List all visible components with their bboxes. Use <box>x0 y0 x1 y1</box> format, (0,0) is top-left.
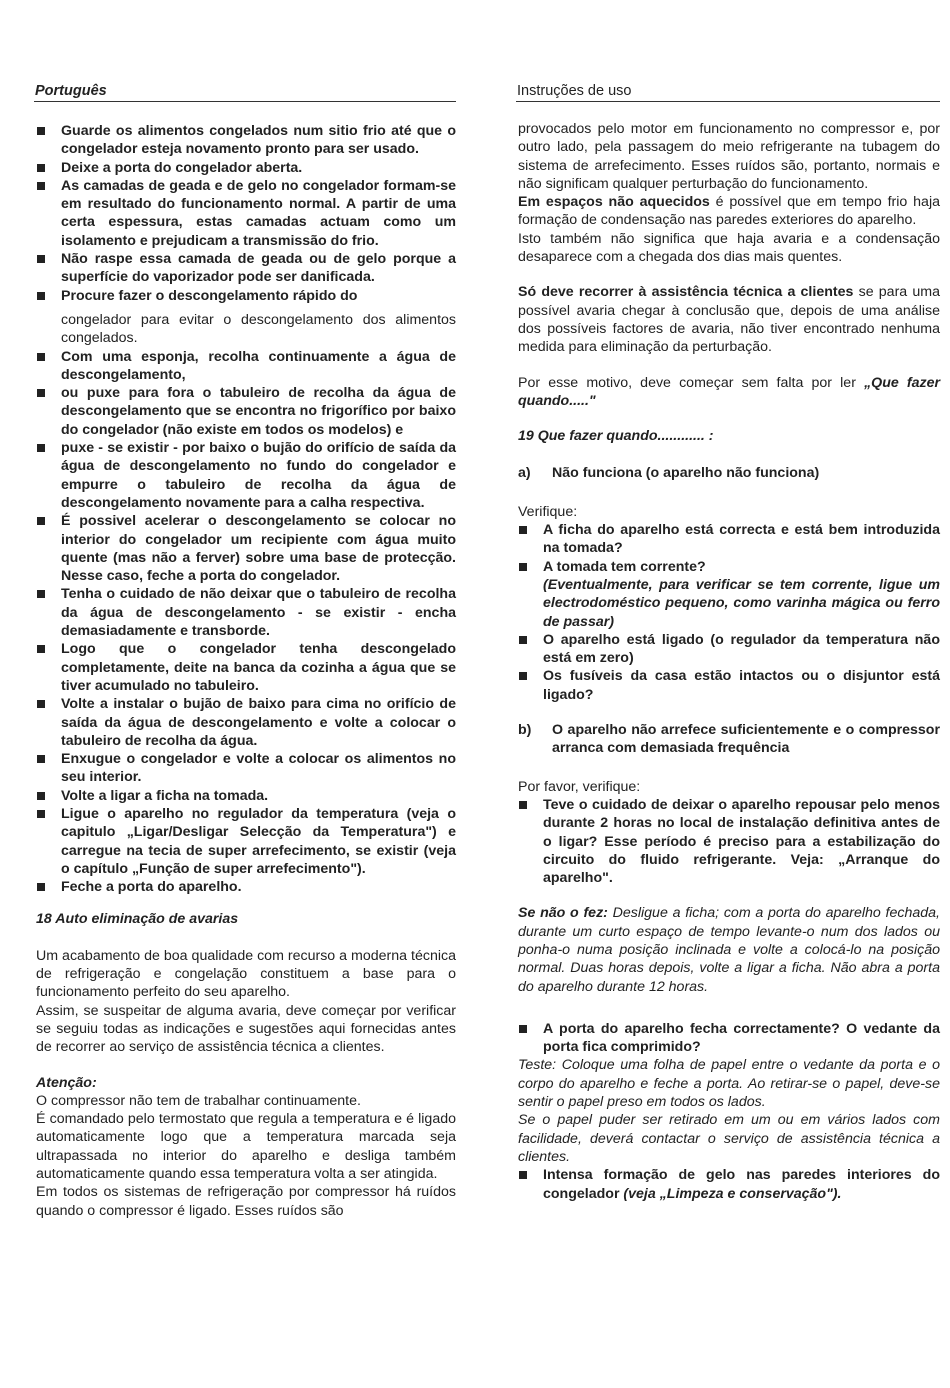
subsection-text: Não funciona (o aparelho não funciona) <box>552 465 820 482</box>
list-item <box>518 1166 940 1203</box>
paragraph-text: Desligue a ficha; com a porta do aparelho fechada, durante um curto espaço de tempo levante-o num dos lados ou ponha-o numa posição inclinada e volte a colocá-lo na posição normal. Duas horas depois, volte a ligar a ficha. Não abra a porta do aparelho durante 12 horas. <box>518 905 940 995</box>
list-item: puxe - se existir - por baixo o bujão do orifício de saída da água de descongelamento no fundo do congelador e empurre o tabuleiro de recolha da água de descongelamento novamente para a calha respectiva. <box>36 439 456 512</box>
verify-label: Verifique: <box>518 503 578 520</box>
list-item: Volte a instalar o bujão de baixo para cima no orifício de saída da água de descongelamento e volte a colocar o tabuleiro de recolha da água. <box>36 695 456 750</box>
bold-lead: Só deve recorrer à assistência técnica a clientes <box>518 284 854 301</box>
paragraph <box>518 193 940 230</box>
paragraph-text: se para uma possível avaria chegar à conclusão que, depois de uma análise dos possíveis factores de avaria, não tiver encontrado nenhuma medida para eliminação da perturbação. <box>518 284 941 356</box>
list-item: Procure fazer o descongelamento rápido do <box>36 287 456 305</box>
section-header: Instruções de uso <box>517 83 632 99</box>
right-column <box>518 120 940 1203</box>
subsection-label: a) <box>518 465 531 482</box>
list-item: Guarde os alimentos congelados num sitio frio até que o congelador esteja novamento pronto para ser usado. <box>36 122 456 159</box>
list-item-text: A tomada tem corrente? <box>543 558 706 575</box>
paragraph: Um acabamento de boa qualidade com recurso a moderna técnica de refrigeração e congelação constituem a base para o funcionamento perfeito do seu aparelho. <box>36 947 456 1001</box>
paragraph-text: Por esse motivo, deve começar sem falta por ler <box>518 374 865 391</box>
list-item-text: Intensa formação de gelo nas paredes interiores do congelador <box>543 1167 940 1202</box>
list-item-note: (Eventualmente, para verificar se tem corrente, ligue um electrodoméstico pequeno, como varinha mágica ou ferro de passar) <box>543 576 940 630</box>
header-rule-left <box>34 101 456 102</box>
list-item: Logo que o congelador tenha descongelado completamente, deite na banca da cozinha a água que se tiver acumulado no tabuleiro. <box>36 640 456 695</box>
reference-title: „Que fazer quando....." <box>518 374 941 409</box>
paragraph: Assim, se suspeitar de alguma avaria, deve começar por verificar se seguiu todas as indicações e sugestões aqui fornecidas antes de recorrer ao serviço de assistência técnica a clientes. <box>36 1002 456 1056</box>
checklist-b <box>518 796 940 887</box>
attention-title: Atenção: <box>36 1074 97 1091</box>
bold-lead: Em espaços não aquecidos <box>518 194 710 211</box>
left-column <box>36 122 456 1220</box>
list-item: Não raspe essa camada de geada ou de gelo porque a superfície do vaporizador pode ser danificada. <box>36 250 456 287</box>
paragraph: Se o papel puder ser retirado em um ou em vários lados com facilidade, deverá contactar o serviço de assistência técnica a clientes. <box>518 1112 940 1165</box>
list-item: Ligue o aparelho no regulador da temperatura (veja o capitulo „Ligar/Desligar Selecção da Temperatura") e carregue na tecia de super arrefecimento, se existir (veja o capítulo „Função de super arrefecimento"). <box>36 805 456 878</box>
defrost-steps-list <box>36 122 456 305</box>
list-item: Teve o cuidado de deixar o aparelho repousar pelo menos durante 2 horas no local de instalação definitiva antes de o ligar? Esse período é preciso para a estabilização do circuito do fluido refrigerante. Veja: „Arranque do aparelho". <box>518 796 940 887</box>
list-item: Com uma esponja, recolha continuamente a água de descongelamento, <box>36 348 456 385</box>
subsection-text: O aparelho não arrefece suficientemente e o compressor arranca com demasiada frequência <box>552 722 940 757</box>
paragraph <box>518 904 940 995</box>
list-item: Tenha o cuidado de não deixar que o tabuleiro de recolha da água de descongelamento - se existir - encha demasiadamente e transborde. <box>36 585 456 640</box>
verify-label: Por favor, verifique: <box>518 778 641 795</box>
list-item: Volte a ligar a ficha na tomada. <box>36 787 456 805</box>
list-item: ou puxe para fora o tabuleiro de recolha da água de descongelamento que se encontra no frigorífico por baixo do congelador (não existe em todos os modelos) e <box>36 384 456 439</box>
list-item: Feche a porta do aparelho. <box>36 878 456 896</box>
list-item: Deixe a porta do congelador aberta. <box>36 159 456 177</box>
checklist-d <box>518 1166 940 1203</box>
list-item: Enxugue o congelador e volte a colocar os alimentos no seu interior. <box>36 750 456 787</box>
subsection-b-title <box>518 721 940 758</box>
paragraph <box>518 374 940 411</box>
list-item: A ficha do aparelho está correcta e está bem introduzida na tomada? <box>518 521 940 558</box>
section-18-title: 18 Auto eliminação de avarias <box>36 911 239 928</box>
paragraph: Isto também não significa que haja avaria e a condensação desaparece com a chegada dos dias mais quentes. <box>518 230 940 266</box>
list-item: Os fusíveis da casa estão intactos ou o disjuntor está ligado? <box>518 667 940 704</box>
header-rule-right <box>516 101 940 102</box>
paragraph: O compressor não tem de trabalhar continuamente. <box>36 1092 361 1109</box>
paragraph: provocados pelo motor em funcionamento no compressor e, por outro lado, pela passagem do meio refrigerante na tubagem do sistema de arrefecimento. Esses ruídos são, portanto, normais e não significam qualquer perturbação do funcionamento. <box>518 121 940 192</box>
paragraph: É comandado pelo termostato que regula a temperatura e é ligado automaticamente logo que a temperatura marcada seja ultrapassada no interior do aparelho e desliga também automaticamente quando essa temperatura volta a ser atingida. <box>36 1111 456 1183</box>
bold-lead: Se não o fez: <box>518 905 608 922</box>
list-item: É possivel acelerar o descongelamento se colocar no interior do congelador um recipiente com água muito quente (mas não a ferver) sobre uma base de protecção. Nesse caso, feche a porta do congelador. <box>36 512 456 585</box>
paragraph-text: é possível que em tempo frio haja formação de condensação nas paredes exteriores do aparelho. <box>518 194 940 229</box>
paragraph <box>518 283 940 356</box>
checklist-a <box>518 521 940 704</box>
section-19-title: 19 Que fazer quando............ : <box>518 428 714 445</box>
list-item <box>518 558 940 631</box>
list-item: As camadas de geada e de gelo no congelador formam-se em resultado do funcionamento normal. A partir de uma certa espessura, estas camadas actuam como um isolamento e prejudicam a transmissão do frio. <box>36 177 456 250</box>
paragraph: Teste: Coloque uma folha de papel entre o vedante da porta e o corpo do aparelho e feche a porta. Ao retirar-se o papel, deve-se sentir o papel preso em todos os lados. <box>518 1057 940 1111</box>
language-header: Português <box>35 83 107 99</box>
subsection-label: b) <box>518 722 532 739</box>
list-item: A porta do aparelho fecha correctamente? O vedante da porta fica comprimido? <box>518 1020 940 1057</box>
checklist-c <box>518 1020 940 1057</box>
paragraph: Em todos os sistemas de refrigeração por compressor há ruídos quando o compressor é ligado. Esses ruídos são <box>36 1184 456 1219</box>
list-item-continuation: congelador para evitar o descongelamento dos alimentos congelados. <box>61 311 456 347</box>
list-item-note: (veja „Limpeza e conservação"). <box>623 1185 842 1202</box>
subsection-a-title <box>518 464 940 482</box>
defrost-steps-list-2 <box>36 348 456 897</box>
list-item: O aparelho está ligado (o regulador da temperatura não está em zero) <box>518 631 940 668</box>
